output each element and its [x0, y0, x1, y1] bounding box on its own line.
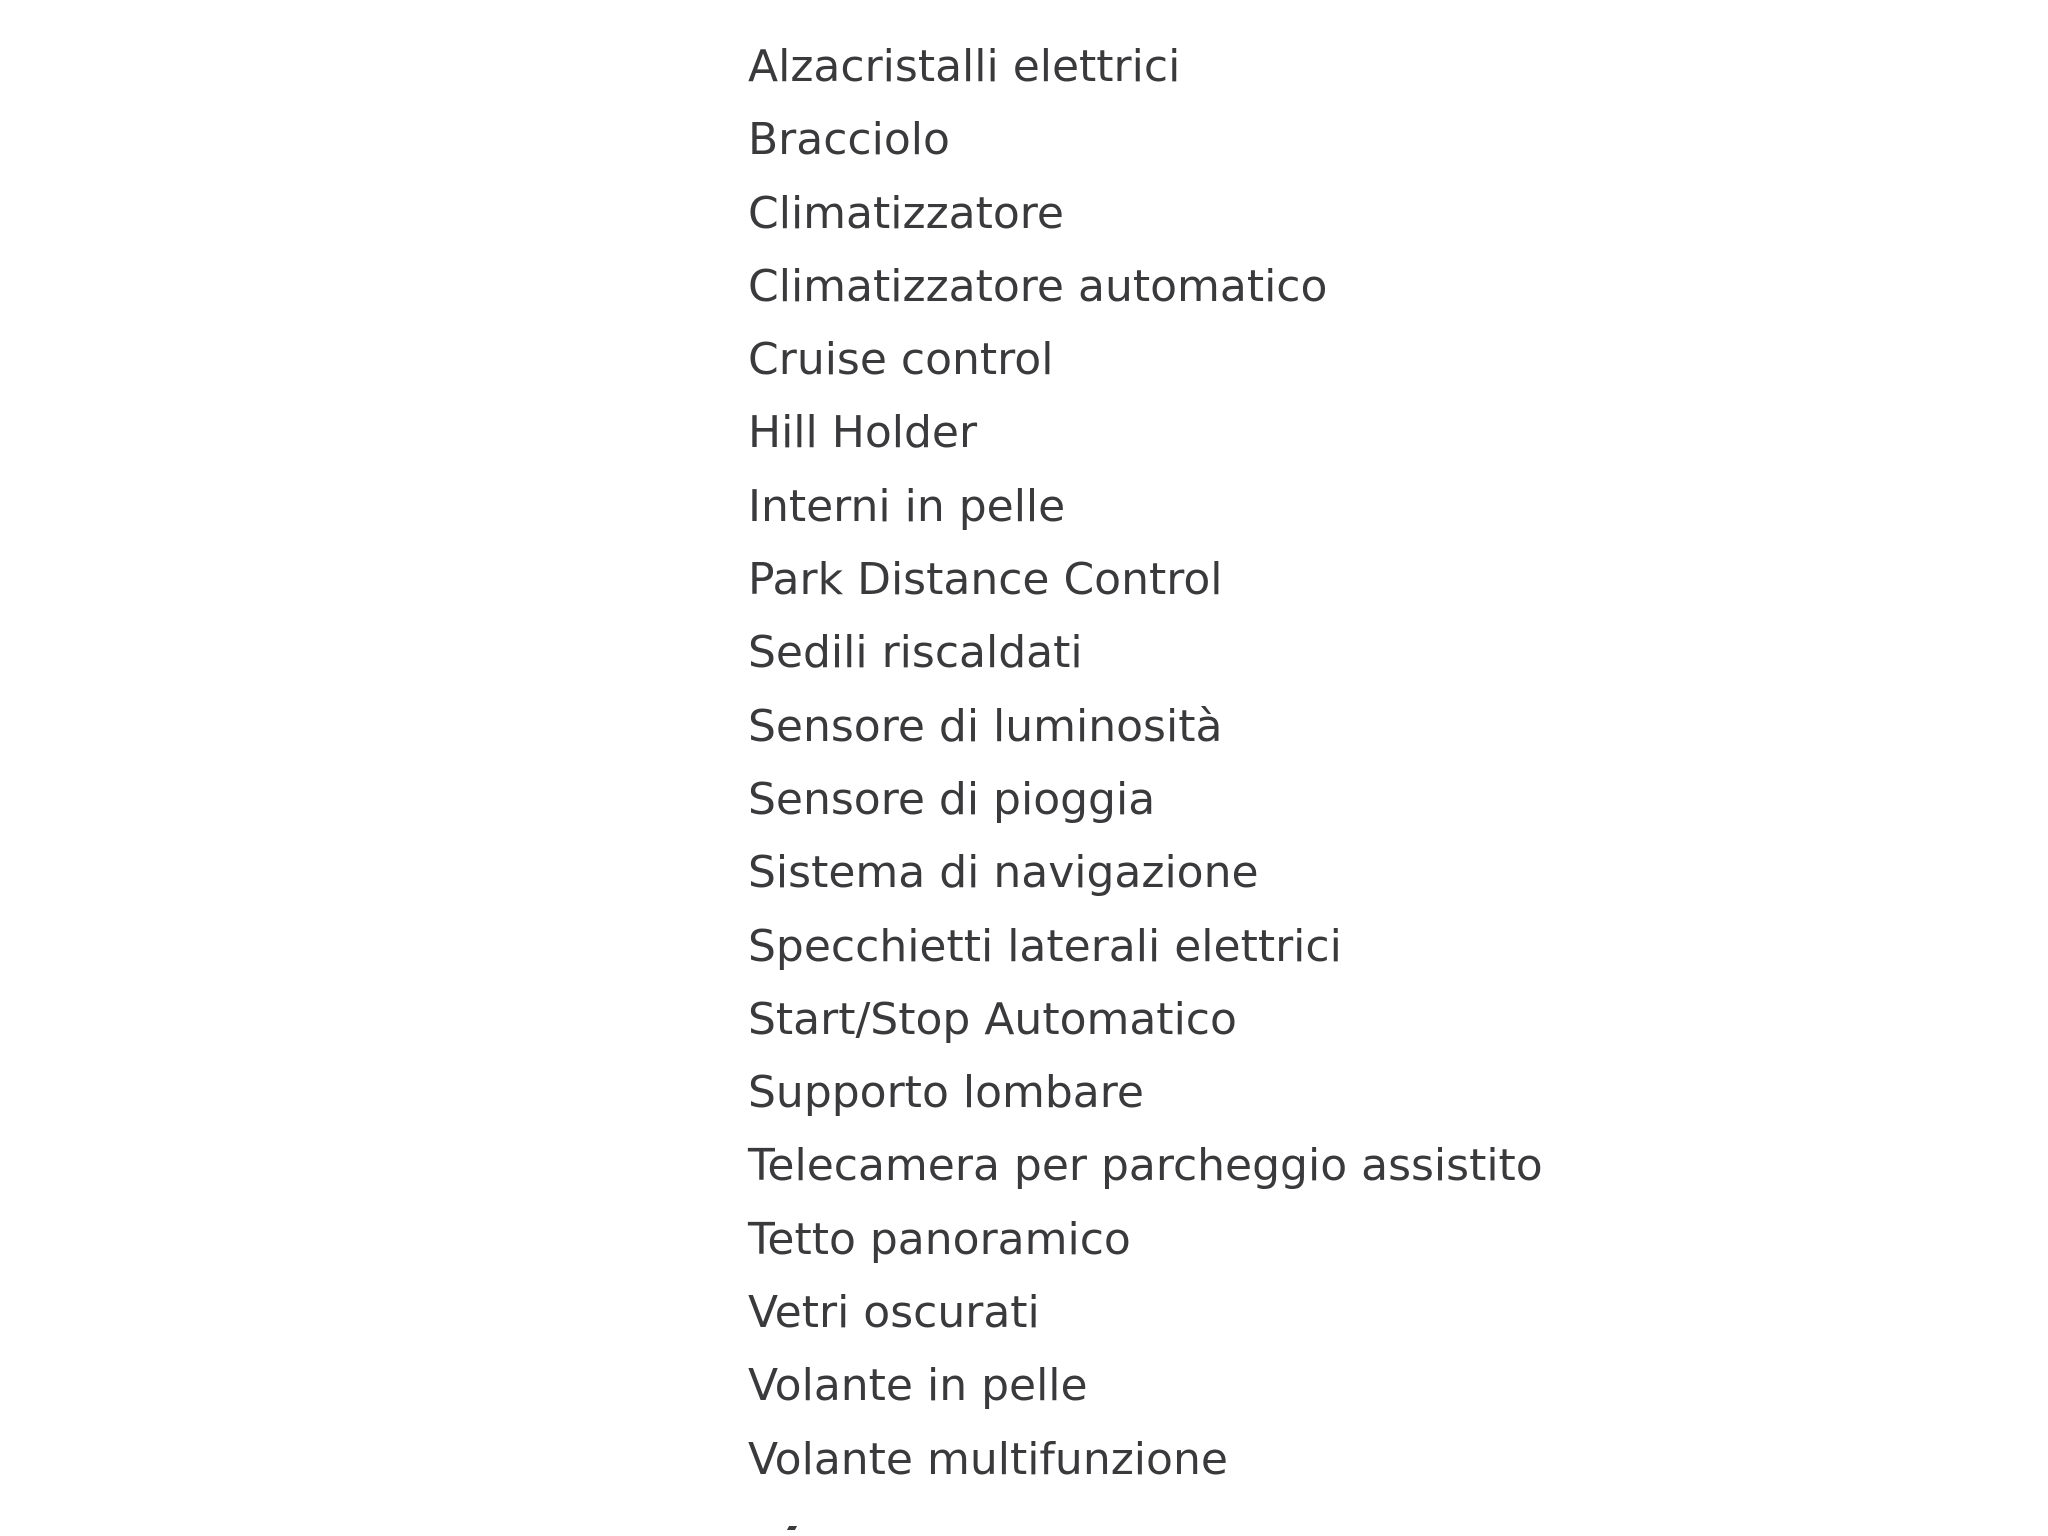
list-item: Vetri oscurati [748, 1287, 1040, 1339]
list-item: Start/Stop Automatico [748, 993, 1237, 1045]
list-item: Hill Holder [748, 407, 978, 459]
list-item: Cruise control [748, 334, 1054, 386]
list-item: Climatizzatore [748, 187, 1064, 239]
list-item: Park Distance Control [748, 554, 1223, 606]
list-item: Tetto panoramico [748, 1213, 1131, 1265]
list-item: Volante multifunzione [748, 1433, 1228, 1485]
list-item: Telecamera per parcheggio assistito [748, 1140, 1543, 1192]
cut-off-text-fragment [787, 1526, 797, 1530]
list-item: Sensore di pioggia [748, 773, 1156, 825]
list-item: Climatizzatore automatico [748, 260, 1328, 312]
list-item: Sistema di navigazione [748, 847, 1259, 899]
list-item: Sedili riscaldati [748, 627, 1083, 679]
feature-list [748, 38, 1543, 1504]
list-item: Supporto lombare [748, 1067, 1144, 1119]
list-item: Bracciolo [748, 114, 950, 166]
list-item: Alzacristalli elettrici [748, 41, 1181, 92]
list-item: Specchietti laterali elettrici [748, 920, 1342, 972]
list-item: Interni in pelle [748, 480, 1066, 532]
list-item: Sensore di luminosità [748, 700, 1223, 752]
list-item: Volante in pelle [748, 1360, 1088, 1412]
